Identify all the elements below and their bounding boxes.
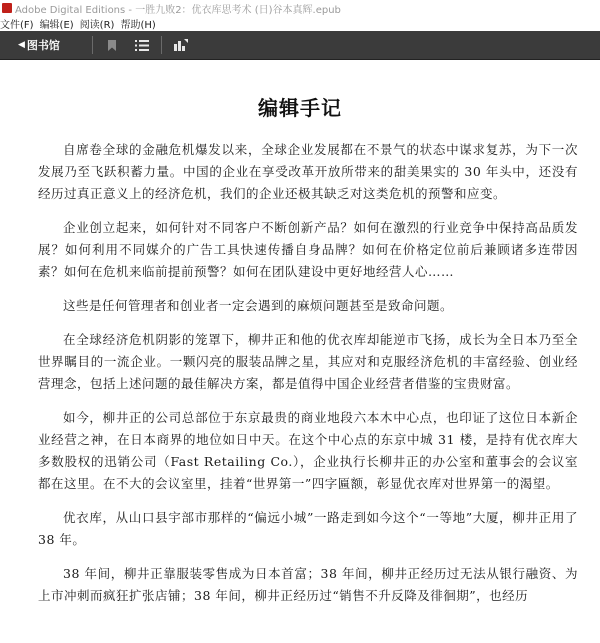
paragraph: 自席卷全球的金融危机爆发以来，全球企业发展都在不景气的状态中谋求复苏，为下一次发展乃至飞跃积蓄力量。中国的企业在享受改革开放所带来的甜美果实的 30 年头中，还没有经历过真正意义上的经济危机，我们的企业还极其缺乏对这类危机的预警和应变。 — [38, 142, 578, 201]
menu-bar — [0, 16, 600, 31]
paragraph: 38 年间，柳井正靠服装零售成为日本首富；38 年间，柳井正经历过无法从银行融资、为上市冲刺而疯狂扩张店铺；38 年间，柳井正经历过“销售不升反降及徘徊期”，也经历 — [38, 566, 578, 603]
toolbar-divider — [92, 36, 93, 54]
paragraph: 在全球经济危机阴影的笼罩下，柳井正和他的优衣库却能逆市飞扬，成长为全日本乃至全世界瞩目的一流企业。一颗闪亮的服装品牌之星，其应对和克服经济危机的丰富经验、创业经营理念，包括上述问题的最佳解决方案，都是值得中国企业经营者借鉴的宝贵财富。 — [38, 332, 578, 391]
library-back-button[interactable] — [0, 37, 82, 53]
chapter-title: 编辑手记 — [258, 96, 342, 120]
library-label: 图书馆 — [26, 39, 60, 52]
menu-help[interactable]: 帮助(H) — [120, 20, 156, 31]
bookmark-icon[interactable] — [103, 36, 121, 54]
window-title: Adobe Digital Editions - 一胜九败2：优衣库思考术 (日)谷本真辉.epub — [15, 4, 341, 16]
menu-file[interactable]: 文件(F) — [0, 20, 34, 31]
list-icon[interactable] — [133, 36, 151, 54]
menu-read[interactable]: 阅读(R) — [79, 20, 115, 31]
paragraph: 如今，柳井正的公司总部位于东京最贵的商业地段六本木中心点，也印证了这位日本新企业经营之神，在日本商界的地位如日中天。在这个中心点的东京中城 31 楼，是持有优衣库大多数股权的迅销公司（Fast Retailing Co.），企业执行长柳井正的办公室和董事会的会议室都在这里。在不大的会议室里，挂着“世界第一”四字匾额，彰显优衣库对世界第一的渴望。 — [38, 410, 578, 491]
book-page — [0, 60, 600, 643]
paragraph: 这些是任何管理者和创业者一定会遇到的麻烦问题甚至是致命问题。 — [63, 298, 454, 313]
stats-icon[interactable] — [172, 36, 190, 54]
title-bar — [0, 0, 600, 16]
reader-toolbar — [0, 31, 600, 60]
app-logo-icon — [2, 3, 12, 13]
paragraph: 企业创立起来，如何针对不同客户不断创新产品？如何在激烈的行业竞争中保持高品质发展？如何利用不同媒介的广告工具快速传播自身品牌？如何在价格定位前后兼顾诸多连带因素？如何在危机来临前提前预警？如何在团队建设中更好地经营人心…… — [38, 220, 578, 279]
menu-edit[interactable]: 编辑(E) — [39, 20, 74, 31]
paragraph: 优衣库，从山口县宇部市那样的“偏远小城”一路走到如今这个“一等地”大厦，柳井正用了 38 年。 — [38, 510, 578, 547]
back-arrow-icon: ◀ — [18, 40, 25, 50]
toolbar-divider-2 — [161, 36, 162, 54]
